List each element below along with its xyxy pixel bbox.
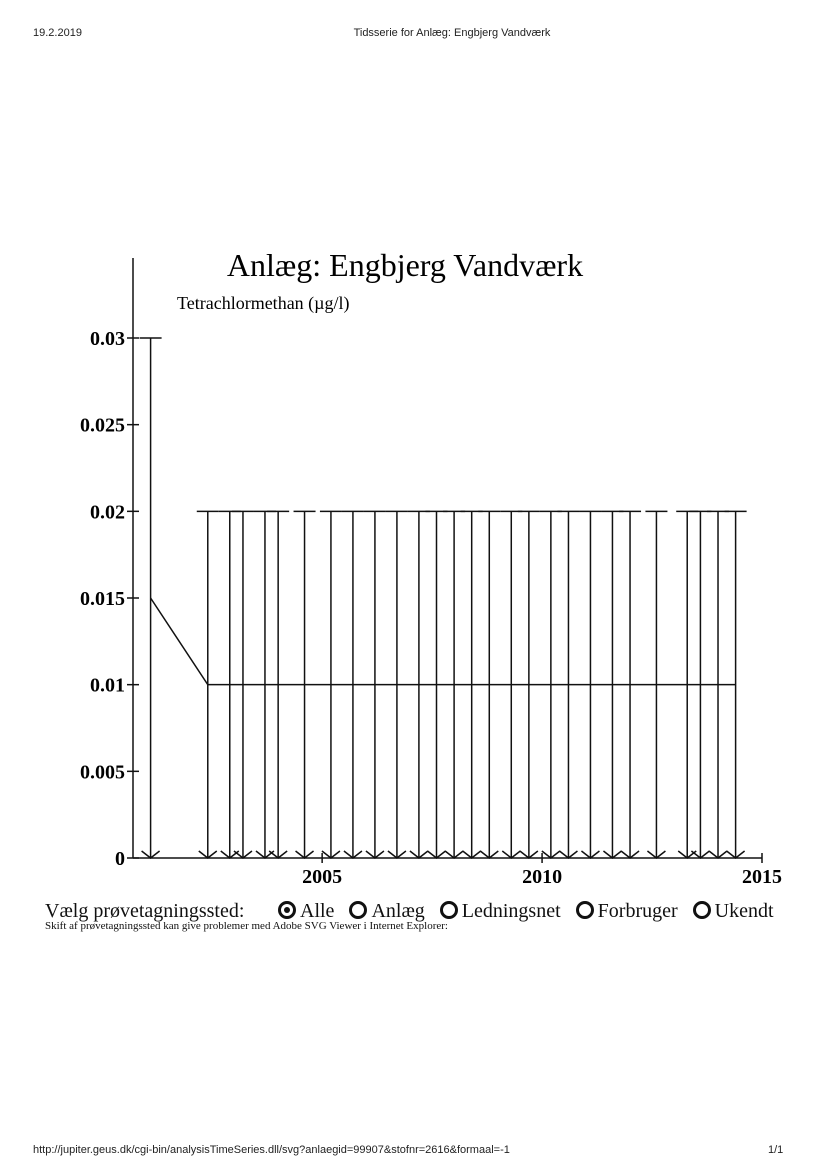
print-page-title: Tidsserie for Anlæg: Engbjerg Vandværk <box>353 27 551 39</box>
print-page-number: 1/1 <box>768 1144 784 1156</box>
radio-icon <box>576 901 594 919</box>
option-ukendt-label: Ukendt <box>714 900 774 922</box>
x-tick-label: 2015 <box>742 866 782 888</box>
y-tick-label: 0.025 <box>80 414 125 437</box>
chart-ylabel: Tetrachlormethan (µg/l) <box>177 293 350 313</box>
chart-axes <box>80 258 782 888</box>
radio-selected-icon <box>278 901 296 919</box>
x-tick-label: 2010 <box>522 866 563 888</box>
y-tick-label: 0.02 <box>90 501 125 524</box>
chart-title: Anlæg: Engbjerg Vandværk <box>226 247 584 283</box>
detection-limit-bars <box>140 338 747 858</box>
option-forbruger-label: Forbruger <box>597 900 678 922</box>
chart-series <box>151 598 736 685</box>
option-ledningsnet[interactable] <box>440 900 561 923</box>
radio-icon <box>693 901 711 919</box>
selector-note: Skift af prøvetagningssted kan give problemer med Adobe SVG Viewer i Internet Explorer: <box>45 920 448 932</box>
option-ukendt[interactable] <box>693 900 774 923</box>
option-anlaeg-label: Anlæg <box>371 900 425 922</box>
y-tick-label: 0.005 <box>80 761 125 784</box>
y-tick-label: 0 <box>115 848 125 870</box>
selector-label: Vælg prøvetagningssted: <box>45 900 245 922</box>
radio-icon <box>440 901 458 919</box>
x-tick-label: 2005 <box>302 866 343 888</box>
option-forbruger[interactable] <box>576 900 678 923</box>
series-line <box>151 598 736 685</box>
option-ledningsnet-label: Ledningsnet <box>461 900 561 922</box>
y-tick-label: 0.01 <box>90 674 125 697</box>
y-tick-label: 0.03 <box>90 328 125 350</box>
y-tick-label: 0.015 <box>80 588 125 610</box>
radio-icon <box>349 901 367 919</box>
option-alle-label: Alle <box>300 900 335 922</box>
print-date: 19.2.2019 <box>33 27 82 39</box>
print-url: http://jupiter.geus.dk/cgi-bin/analysisTimeSeries.dll/svg?anlaegid=99907&stofnr=2616&formaal=-1 <box>33 1144 510 1156</box>
